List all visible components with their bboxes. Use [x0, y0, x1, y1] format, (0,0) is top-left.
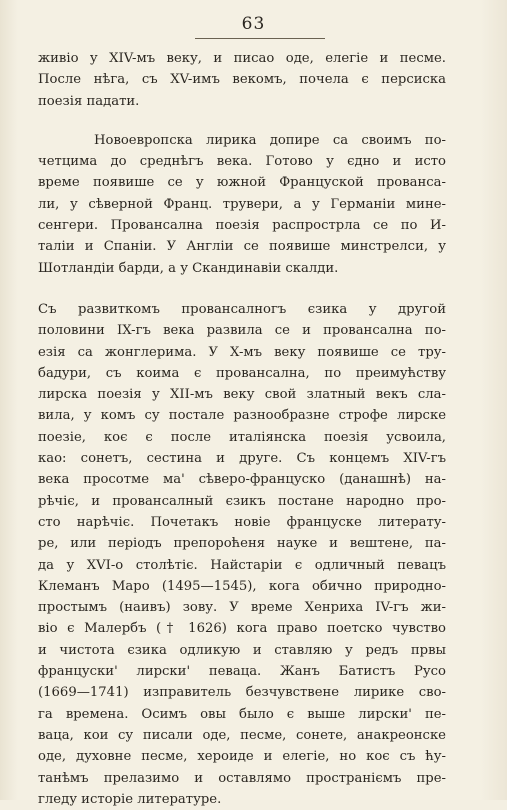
text-line: бадури, съ коима є провансална, по преимућству: [38, 365, 446, 381]
text-line: ваца, кои су писали оде, песме, сонете, анакреонске: [38, 727, 446, 743]
text-line: као: сонетъ, сестина и друге. Съ концемъ XIV-гъ: [38, 451, 446, 467]
text-line: ре, или періодъ препороћеня науке и вештене, па-: [38, 536, 446, 552]
text-line: вила, у комъ су постале разнообразне строфе лирске: [38, 408, 446, 424]
text-line: гледу исторіе литературе.: [38, 791, 222, 807]
page-number: 63: [241, 14, 266, 34]
text-line: француски' лирски' певаца. Жанъ Батистъ Русо: [38, 664, 446, 680]
text-line: танѣмъ прелазимо и оставлямо пространіємъ пре-: [38, 770, 446, 786]
text-line: века просотме ма' сѣверо-францускo (данашнѣ) на-: [38, 472, 446, 488]
text-line: рѣчіє, и провансалный єзикъ постане народно про-: [38, 493, 446, 509]
text-line: сенгери. Провансална поезія распрострла се по И-: [38, 218, 446, 234]
text-line: поезія падати.: [38, 93, 140, 109]
text-line: віо є Малербъ († 1626) кога право поетско чувство: [38, 621, 446, 637]
text-line: (1669—1741) изправитель безчувствене лирике сво-: [38, 685, 446, 701]
text-line: и чистота єзика одликую и ставляю у редъ првы: [38, 642, 446, 658]
page-header: [0, 14, 507, 34]
text-line: живіо у XIV-мъ веку, и писао оде, елегіе и песме.: [38, 51, 446, 66]
text-line: време появише се у южной Француской провансa-: [38, 175, 446, 191]
text-line: таліи и Спаніи. У Англіи се появише минстрелси, у: [38, 239, 446, 255]
text-line: Съ развиткомъ провансалногъ єзика у другой: [38, 301, 446, 317]
text-line: лирска поезія у XII-мъ веку свой златный векъ сла-: [38, 387, 446, 403]
text-line: езія са жонглерима. У X-мъ веку появише се тру-: [38, 344, 446, 360]
text-line: сто нарѣчіє. Почетакъ новіе француске литерату-: [38, 514, 446, 530]
text-line: Новоевропска лирика допире са своимъ по-: [94, 132, 446, 148]
text-line: га времена. Осимъ овы было є выше лирски' пе-: [38, 706, 446, 722]
body-text: [38, 48, 446, 810]
header-rule: [195, 38, 325, 39]
text-line: четцима до среднѣгъ века. Готово у єдно и исто: [38, 154, 446, 170]
text-line: да у XVI-о столѣтіє. Найстаріи є одличный певацъ: [38, 557, 446, 573]
text-line: простымъ (наивъ) зову. У време Хенриха IV-гъ жи-: [38, 600, 446, 616]
text-line: поезіе, коє є после италіянска поезія усвоила,: [38, 429, 446, 445]
text-line: половини IX-гъ века развила се и провансална по-: [38, 323, 446, 339]
text-line: После нѣга, съ XV-имъ векомъ, почела є персиска: [38, 72, 446, 88]
text-line: Клеманъ Маро (1495—1545), кога обично природно-: [38, 578, 446, 594]
text-line: оде, духовне песме, хероиде и елегіе, но коє съ ћу-: [38, 749, 446, 765]
text-line: ли, у сѣверной Франц. трувери, а у Германіи мине-: [38, 196, 446, 212]
text-line: Шотландіи барди, а у Скандинавіи скалди.: [38, 260, 339, 276]
